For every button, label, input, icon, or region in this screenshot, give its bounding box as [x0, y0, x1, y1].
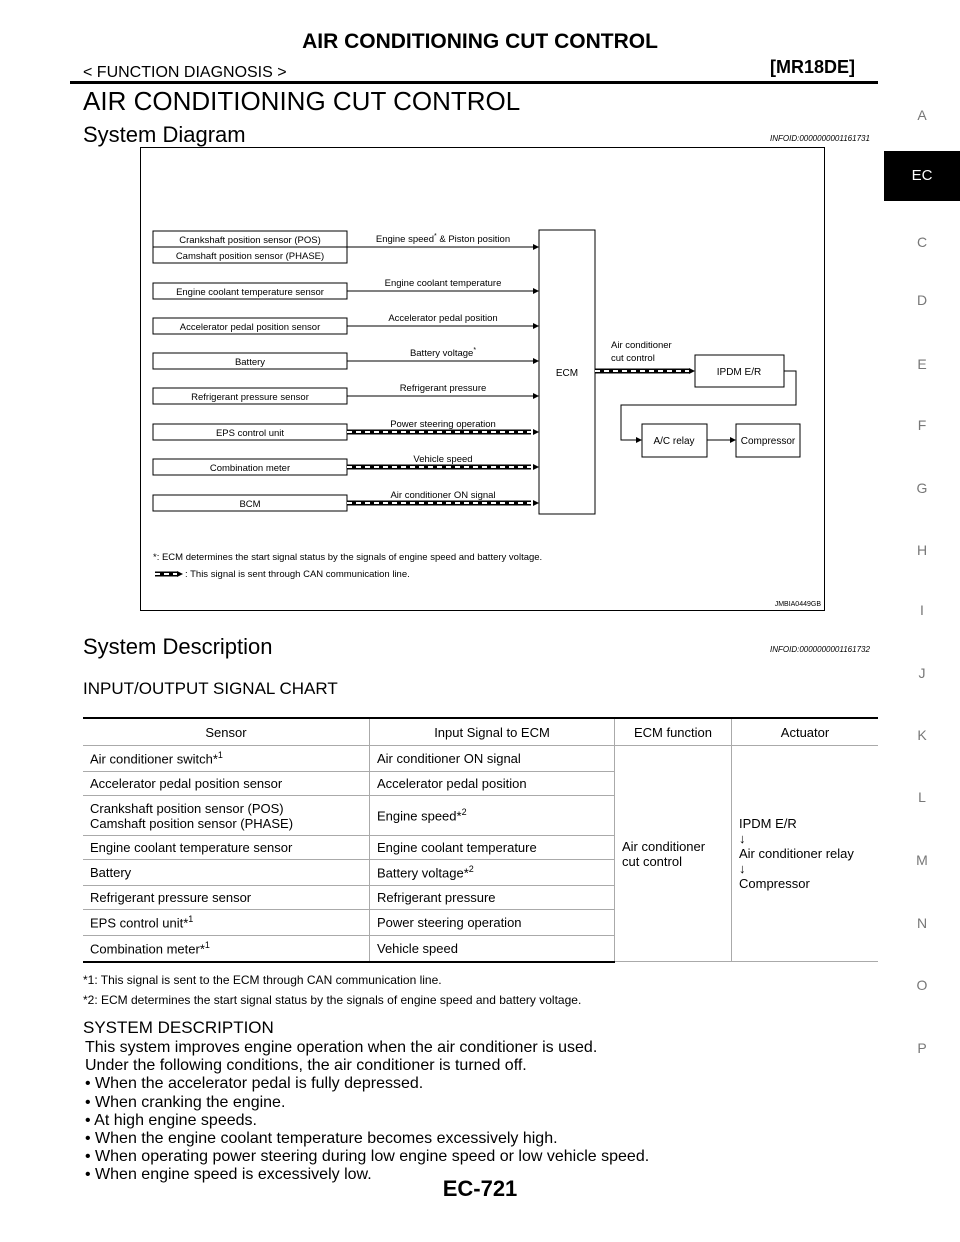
signal-text: Engine speed*	[377, 808, 462, 824]
cell-input-signal	[370, 772, 615, 796]
sensor-label: EPS control unit	[215, 428, 285, 439]
cell-actuator	[732, 746, 879, 962]
legend-arrow-head	[177, 571, 183, 577]
side-tab-l[interactable]: L	[918, 789, 926, 805]
page-title: AIR CONDITIONING CUT CONTROL	[83, 86, 521, 116]
cell-input-signal	[370, 860, 615, 886]
col-header-ecm-function: ECM function	[615, 718, 732, 746]
signal-label	[390, 419, 496, 430]
sensor-text: Engine coolant temperature sensor	[90, 840, 293, 855]
output-arrow-head	[689, 368, 695, 374]
breadcrumb: < FUNCTION DIAGNOSIS >	[83, 64, 287, 81]
model-code: [MR18DE]	[770, 57, 856, 77]
cell-sensor	[83, 836, 370, 860]
signal-text: Engine coolant temperature	[384, 278, 502, 289]
cell-input-signal	[370, 936, 615, 962]
side-tab-e[interactable]: E	[917, 356, 927, 372]
sensor-label: Accelerator pedal position sensor	[179, 322, 321, 333]
sensor-text: Combination meter*	[90, 941, 205, 957]
signal-arrow-head	[533, 429, 539, 435]
footnote-mark: *	[473, 347, 477, 354]
col-header-actuator: Actuator	[732, 718, 879, 746]
sensor-label: Camshaft position sensor (PHASE)	[175, 251, 325, 262]
description-line: • When operating power steering during low engine speed or low vehicle speed.	[85, 1148, 650, 1166]
actuator-line: Air conditioner relay	[739, 846, 854, 861]
signal-text: Engine coolant temperature	[377, 840, 537, 855]
side-tab-o[interactable]: O	[916, 977, 928, 993]
signal-label	[385, 278, 502, 289]
signal-arrow-head	[533, 358, 539, 364]
description-line: • When the engine coolant temperature becomes excessively high.	[85, 1130, 558, 1147]
sensor-text: Air conditioner switch*	[90, 751, 218, 767]
signal-arrow-head	[533, 464, 539, 470]
signal-text: Vehicle speed	[377, 940, 458, 956]
side-tab-n[interactable]: N	[916, 915, 928, 931]
description-line: • At high engine speeds.	[85, 1111, 257, 1129]
ecm-label: ECM	[555, 368, 579, 379]
output-signal-label: Air conditioner	[611, 340, 672, 351]
side-tab-a[interactable]: A	[917, 107, 927, 123]
system-diagram-heading: System Diagram	[83, 122, 246, 147]
sensor-label: Combination meter	[209, 463, 291, 474]
side-tab-ec[interactable]: EC	[884, 151, 960, 201]
side-tab-p[interactable]: P	[917, 1040, 927, 1056]
side-tab-d[interactable]: D	[916, 292, 928, 308]
side-tab-c[interactable]: C	[916, 234, 928, 250]
description-line: • When engine speed is excessively low.	[85, 1166, 372, 1184]
sensor-text: EPS control unit*	[90, 915, 189, 931]
header-rule	[70, 81, 878, 84]
signal-label	[376, 233, 510, 245]
diagram-note-can: : This signal is sent through CAN communication line.	[185, 569, 410, 580]
description-line: Under the following conditions, the air conditioner is turned off.	[85, 1057, 527, 1075]
sensor-text: Accelerator pedal position sensor	[90, 776, 283, 791]
signal-text-rest: & Piston position	[436, 234, 511, 245]
cell-sensor	[83, 910, 370, 936]
output-signal-label: cut control	[611, 353, 655, 364]
footnote-mark: 1	[188, 914, 194, 925]
signal-text: Power steering operation	[390, 419, 496, 430]
table-row	[83, 746, 878, 772]
cell-sensor	[83, 886, 370, 910]
cell-sensor	[83, 860, 370, 886]
description-line: • When cranking the engine.	[85, 1093, 286, 1111]
sensor-label: Battery	[234, 357, 266, 368]
footnote-mark: 2	[468, 864, 474, 875]
signal-text: Battery voltage*	[377, 865, 469, 881]
signal-text: Air conditioner ON signal	[377, 751, 521, 766]
running-header-title: AIR CONDITIONING CUT CONTROL	[302, 30, 658, 53]
signal-text: Accelerator pedal position	[377, 776, 527, 791]
signal-text: Power steering operation	[377, 915, 522, 930]
sensor-label: Engine coolant temperature sensor	[176, 287, 324, 298]
io-signal-table	[83, 717, 878, 963]
description-line: • When the accelerator pedal is fully depressed.	[85, 1075, 424, 1093]
signal-label	[413, 454, 472, 465]
cell-sensor	[83, 772, 370, 796]
sensor-label: Crankshaft position sensor (POS)	[179, 235, 321, 246]
compressor-arrow-head	[730, 437, 736, 443]
figure-id: JMBIA0449GB	[774, 601, 821, 608]
actuator-line: ↓	[739, 861, 746, 876]
description-line: This system improves engine operation when the air conditioner is used.	[85, 1039, 598, 1056]
cell-input-signal	[370, 886, 615, 910]
table-header-row	[83, 718, 878, 746]
page-number: EC-721	[442, 1176, 518, 1201]
footnote-mark: *	[433, 233, 437, 240]
sensor-text: Refrigerant pressure sensor	[90, 890, 252, 905]
ecm-function-line1: Air conditioner	[622, 838, 706, 854]
side-tab-f[interactable]: F	[917, 417, 927, 433]
ecm-function-line2: cut control	[622, 853, 682, 869]
signal-arrow-head	[533, 323, 539, 329]
col-header-sensor: Sensor	[83, 718, 370, 746]
footnote-mark: 2	[461, 807, 467, 818]
system-diagram	[140, 147, 825, 611]
side-tab-h[interactable]: H	[916, 542, 928, 558]
io-chart-heading: INPUT/OUTPUT SIGNAL CHART	[83, 679, 338, 698]
side-tab-k[interactable]: K	[917, 727, 927, 743]
cell-input-signal	[370, 796, 615, 836]
signal-text: Refrigerant pressure	[377, 890, 496, 905]
col-header-input-signal: Input Signal to ECM	[370, 718, 615, 746]
footnote-1: *1: This signal is sent to the ECM through CAN communication line.	[83, 973, 442, 987]
signal-text: Accelerator pedal position	[388, 313, 498, 324]
system-description-infoid: INFOID:0000000001161732	[770, 645, 870, 654]
actuator-line: IPDM E/R	[739, 816, 797, 831]
sensor-text: Battery	[90, 865, 132, 880]
signal-text: Refrigerant pressure	[399, 383, 487, 394]
system-diagram-infoid: INFOID:0000000001161731	[770, 134, 870, 143]
relay-arrow-head	[636, 437, 642, 443]
signal-label	[400, 383, 487, 394]
signal-text: Air conditioner ON signal	[390, 490, 496, 501]
diagram-note-star: *: ECM determines the start signal status by the signals of engine speed and battery voltage.	[153, 552, 543, 563]
cell-ecm-function	[615, 746, 732, 962]
system-description-subheading: SYSTEM DESCRIPTION	[83, 1018, 274, 1037]
signal-arrow-head	[533, 244, 539, 250]
side-tab-i[interactable]: I	[920, 602, 924, 618]
side-tab-g[interactable]: G	[916, 480, 928, 496]
footnote-mark: 1	[217, 750, 223, 761]
system-description-heading: System Description	[83, 634, 273, 659]
signal-label	[390, 490, 495, 501]
signal-label	[388, 313, 497, 324]
actuator-line: ↓	[739, 831, 746, 846]
cell-input-signal	[370, 910, 615, 936]
sensor-text-line2: Camshaft position sensor (PHASE)	[90, 815, 294, 831]
signal-text: Engine speed	[375, 234, 434, 245]
cell-sensor	[83, 936, 370, 962]
cell-input-signal	[370, 836, 615, 860]
footnote-mark: 1	[204, 940, 210, 951]
footnote-2: *2: ECM determines the start signal status by the signals of engine speed and battery voltage.	[83, 993, 582, 1007]
signal-text: Battery voltage	[409, 348, 474, 359]
signal-text: Vehicle speed	[413, 454, 473, 465]
signal-arrow-head	[533, 500, 539, 506]
cell-sensor	[83, 796, 370, 836]
side-tab-j[interactable]: J	[918, 665, 926, 681]
side-tab-m[interactable]: M	[916, 852, 928, 868]
actuator-line: Compressor	[739, 876, 810, 891]
cell-sensor	[83, 746, 370, 772]
sensor-text: Crankshaft position sensor (POS)	[90, 800, 284, 816]
signal-arrow-head	[533, 288, 539, 294]
ipdm-label: IPDM E/R	[716, 367, 762, 378]
sensor-label: Refrigerant pressure sensor	[191, 392, 309, 403]
signal-arrow-head	[533, 393, 539, 399]
compressor-label: Compressor	[740, 436, 796, 447]
sensor-label: BCM	[239, 499, 261, 510]
signal-label	[410, 347, 476, 359]
ac-relay-label: A/C relay	[653, 436, 695, 447]
cell-input-signal	[370, 746, 615, 772]
